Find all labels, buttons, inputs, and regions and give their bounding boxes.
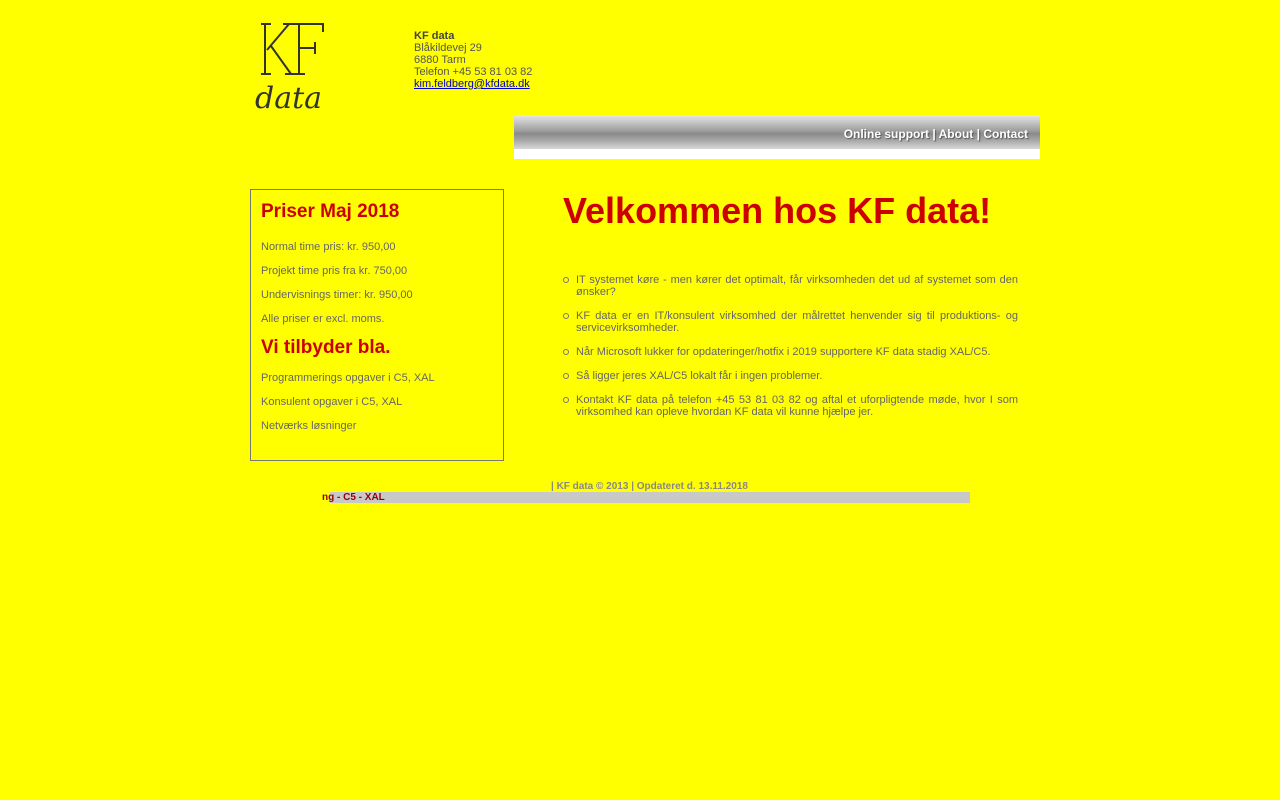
offer-item: Programmerings opgaver i C5, XAL [261,372,435,384]
circle-bullet-icon [563,313,569,319]
nav-online-support-link[interactable]: Online support [843,127,930,141]
email-link[interactable]: kim.feldberg@kfdata.dk [414,78,530,90]
phone-number: Telefon +45 53 81 03 82 [414,66,533,78]
offers-title: Vi tilbyder bla. [261,337,391,358]
info-bullet [563,274,1018,298]
info-bullet-text: Når Microsoft lukker for opdateringer/hotfix i 2019 supportere KF data stadig XAL/C5. [576,346,991,358]
svg-text:data: data [255,81,323,116]
price-item: Undervisnings timer: kr. 950,00 [261,289,413,301]
prices-title: Priser Maj 2018 [261,201,400,222]
info-bullet-list [563,274,1018,430]
offer-item: Netværks løsninger [261,420,357,432]
info-bullet [563,346,1018,358]
info-bullet-text: Kontakt KF data på telefon +45 53 81 03 82 og aftal et uforpligtende møde, hvor I som virksomhed kan opleve hvordan KF data vil kunne hjælpe jer. [576,394,1018,418]
company-name: KF data [414,30,455,42]
nav-about-link[interactable]: About [938,127,974,141]
info-bullet-text: KF data er en IT/konsulent virksomhed der målrettet henvender sig til produktions- og servicevirksomheder. [576,310,1018,334]
circle-bullet-icon [563,373,569,379]
nav-separator: | [932,127,936,141]
circle-bullet-icon [563,349,569,355]
offer-item: Konsulent opgaver i C5, XAL [261,396,403,408]
prices-sidebar [250,189,504,461]
price-item: Normal time pris: kr. 950,00 [261,241,396,253]
nav-contact-link[interactable]: Contact [983,127,1028,141]
navigation-bar [514,115,1040,149]
city-address: 6880 Tarm [414,54,466,66]
circle-bullet-icon [563,397,569,403]
info-bullet [563,310,1018,334]
scrolling-marquee [322,492,970,503]
address-block [414,30,532,90]
kf-data-logo[interactable] [253,20,327,116]
info-bullet-text: IT systemet køre - men kører det optimalt, får virksomheden det ud af systemet som den ønsker? [576,274,1018,298]
price-item: Alle priser er excl. moms. [261,313,385,325]
footer-copyright: | KF data © 2013 | Opdateret d. 13.11.2018 [551,481,748,492]
price-item: Projekt time pris fra kr. 750,00 [261,265,408,277]
circle-bullet-icon [563,277,569,283]
info-bullet-text: Så ligger jeres XAL/C5 lokalt får i ingen problemer. [576,370,823,382]
marquee-text: ng - C5 - XAL [322,492,385,503]
navbar-underline [514,149,1040,159]
welcome-heading: Velkommen hos KF data! [563,190,992,231]
street-address: Blåkildevej 29 [414,42,482,54]
info-bullet [563,370,1018,382]
nav-separator: | [976,127,980,141]
info-bullet [563,394,1018,418]
nav-links [844,127,1028,141]
